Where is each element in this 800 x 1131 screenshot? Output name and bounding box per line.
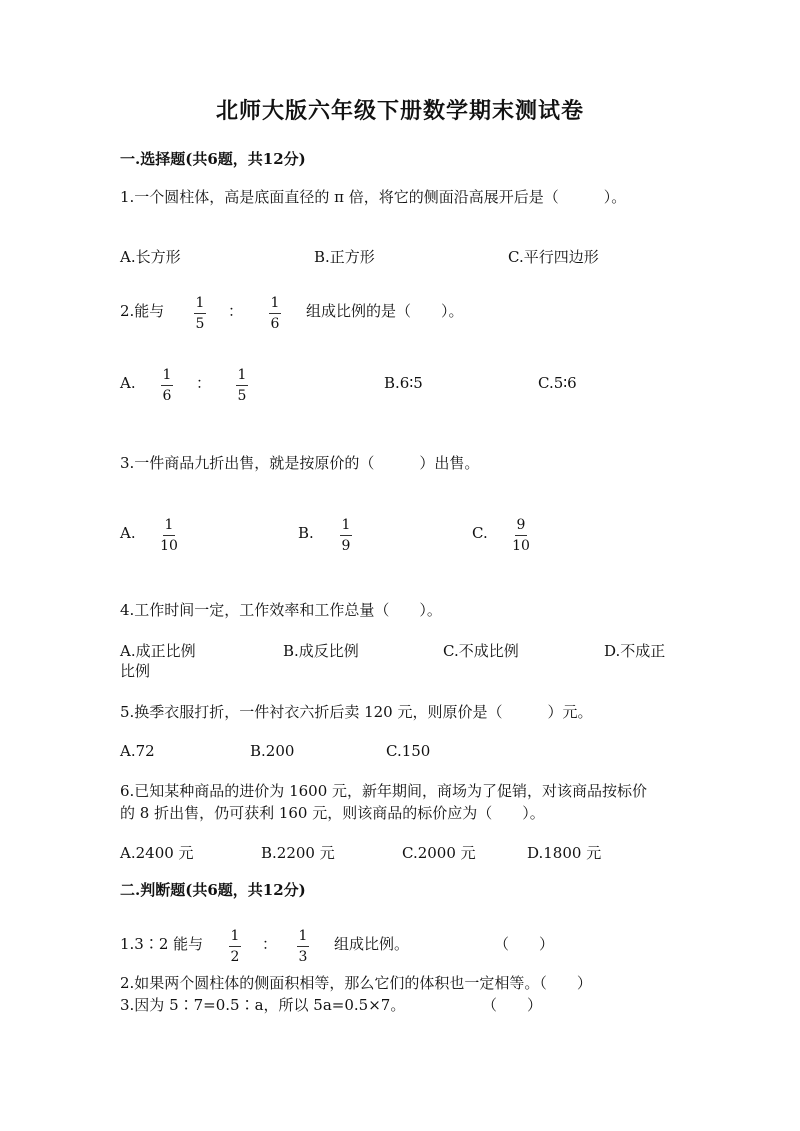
- fraction-numerator: 9: [516, 517, 526, 533]
- fraction: [158, 518, 180, 553]
- fraction-denominator: 2: [230, 949, 240, 965]
- fraction-numerator: 1: [230, 928, 240, 944]
- fraction-bar: [161, 385, 173, 386]
- question-5-option-c: C.150: [386, 742, 431, 760]
- question-1-option-b: B.正方形: [314, 248, 375, 266]
- question-2-option-b: B.6∶5: [384, 374, 423, 392]
- judge-1-answer-paren: （ ）: [494, 935, 555, 953]
- ratio-colon: ：: [196, 374, 212, 392]
- fraction-bar: [515, 535, 527, 536]
- fraction-bar: [163, 535, 175, 536]
- question-3-option-a-label: A.: [120, 524, 136, 542]
- fraction: [264, 296, 286, 331]
- question-6-option-d: D.1800 元: [527, 844, 602, 862]
- question-4-text: 4.工作时间一定，工作效率和工作总量（ ）。: [120, 601, 442, 619]
- question-4-option-d: D.不成正: [604, 642, 666, 660]
- question-4-option-b: B.成反比例: [283, 642, 359, 660]
- fraction-bar: [340, 535, 352, 536]
- question-2-prefix: 2.能与: [120, 302, 165, 320]
- page-title: 北师大版六年级下册数学期末测试卷: [215, 98, 584, 124]
- question-3-option-b-label: B.: [298, 524, 314, 542]
- fraction: [231, 368, 253, 403]
- question-5-option-a: A.72: [120, 742, 155, 760]
- ratio-colon: ：: [228, 302, 244, 320]
- fraction-bar: [229, 946, 241, 947]
- fraction-bar: [236, 385, 248, 386]
- question-6-option-c: C.2000 元: [402, 844, 476, 862]
- fraction-denominator: 6: [162, 388, 172, 404]
- fraction-denominator: 3: [298, 949, 308, 965]
- section-heading-choice: 一.选择题(共6题，共12分): [120, 150, 306, 168]
- question-4-option-a: A.成正比例: [120, 642, 196, 660]
- question-2-option-a-label: A.: [120, 374, 136, 392]
- judge-2-text: 2.如果两个圆柱体的侧面积相等，那么它们的体积也一定相等。（ ）: [120, 974, 592, 992]
- fraction-bar: [297, 946, 309, 947]
- fraction-numerator: 1: [270, 295, 280, 311]
- question-1-option-a: A.长方形: [120, 248, 181, 266]
- question-6-option-a: A.2400 元: [120, 844, 194, 862]
- fraction-numerator: 1: [341, 517, 351, 533]
- question-6-option-b: B.2200 元: [261, 844, 335, 862]
- fraction: [224, 929, 246, 964]
- fraction: [292, 929, 314, 964]
- question-6-line-2: 的 8 折出售，仍可获利 160 元，则该商品的标价应为（ ）。: [120, 804, 545, 822]
- fraction-denominator: 6: [270, 316, 280, 332]
- fraction-numerator: 1: [162, 367, 172, 383]
- fraction: [510, 518, 532, 553]
- fraction: [189, 296, 211, 331]
- question-3-option-c-label: C.: [472, 524, 488, 542]
- question-1-option-c: C.平行四边形: [508, 248, 599, 266]
- question-5-text: 5.换季衣服打折，一件衬衣六折后卖 120 元，则原价是（ ）元。: [120, 703, 593, 721]
- fraction-denominator: 5: [195, 316, 205, 332]
- judge-1-suffix: 组成比例。: [334, 935, 410, 953]
- fraction-bar: [269, 313, 281, 314]
- question-1-text: 1.一个圆柱体，高是底面直径的 π 倍，将它的侧面沿高展开后是（ ）。: [120, 188, 627, 206]
- question-2-option-c: C.5∶6: [538, 374, 577, 392]
- fraction-numerator: 1: [195, 295, 205, 311]
- fraction-denominator: 5: [237, 388, 247, 404]
- fraction-numerator: 1: [164, 517, 174, 533]
- question-4-option-d-wrap: 比例: [120, 662, 151, 680]
- fraction-denominator: 10: [160, 538, 178, 554]
- question-6-line-1: 6.已知某种商品的进价为 1600 元，新年期间，商场为了促销，对该商品按标价: [120, 782, 648, 800]
- fraction-denominator: 9: [341, 538, 351, 554]
- question-5-option-b: B.200: [250, 742, 295, 760]
- section-heading-judge: 二.判断题(共6题，共12分): [120, 881, 306, 899]
- question-2-suffix: 组成比例的是（ ）。: [306, 302, 464, 320]
- judge-3-text: 3.因为 5∶7=0.5∶a，所以 5a=0.5×7。: [120, 996, 406, 1014]
- judge-1-prefix: 1.3∶2 能与: [120, 935, 204, 953]
- fraction-numerator: 1: [237, 367, 247, 383]
- fraction: [156, 368, 178, 403]
- fraction-bar: [194, 313, 206, 314]
- ratio-colon: ：: [262, 935, 278, 953]
- question-4-option-c: C.不成比例: [443, 642, 519, 660]
- question-3-text: 3.一件商品九折出售，就是按原价的（ ）出售。: [120, 454, 480, 472]
- judge-3-answer-paren: （ ）: [482, 996, 543, 1014]
- fraction-numerator: 1: [298, 928, 308, 944]
- fraction: [335, 518, 357, 553]
- fraction-denominator: 10: [512, 538, 530, 554]
